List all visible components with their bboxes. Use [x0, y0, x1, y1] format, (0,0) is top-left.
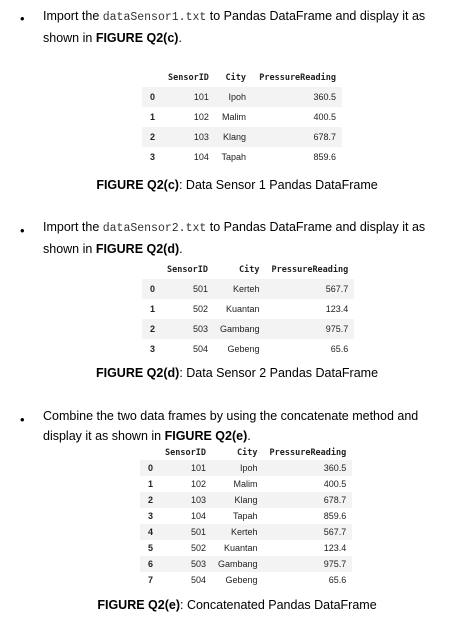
row-index: 1 — [150, 112, 156, 122]
table-header-row — [140, 446, 352, 460]
cell-sensorid: 102 — [190, 479, 206, 489]
filename: dataSensor1.txt — [102, 11, 207, 24]
column-header: PressureReading — [271, 264, 349, 275]
figure-caption — [0, 366, 474, 380]
table-row — [142, 319, 354, 339]
bullet: • — [20, 11, 25, 26]
bullet: • — [20, 223, 25, 238]
table-row — [142, 127, 342, 147]
figure-reference: FIGURE Q2(c) — [95, 31, 179, 45]
column-header: SensorID — [165, 448, 206, 458]
filename: dataSensor2.txt — [102, 222, 207, 235]
figure-reference: FIGURE Q2(d) — [95, 242, 180, 256]
column-header: SensorID — [167, 72, 209, 83]
cell-pressurereading: 123.4 — [325, 304, 349, 314]
caption-text: : Concatenated Pandas DataFrame — [180, 598, 377, 612]
table-row — [140, 572, 352, 588]
table-row — [142, 147, 342, 167]
column-header: City — [225, 72, 246, 83]
instruction-paragraph — [43, 406, 453, 446]
cell-pressurereading: 65.6 — [328, 575, 347, 585]
column-header: City — [239, 264, 260, 275]
row-index: 1 — [150, 304, 156, 314]
figure-reference: FIGURE Q2(e) — [164, 429, 248, 443]
cell-pressurereading: 567.7 — [323, 527, 347, 537]
index-header — [142, 260, 161, 279]
index-header — [142, 68, 161, 87]
table-row — [140, 492, 352, 508]
instruction-text: Combine the two data frames by using the concatenate method and display it as shown in — [43, 409, 419, 443]
dataframe-table — [142, 260, 354, 359]
cell-pressurereading: 65.6 — [330, 344, 349, 354]
figure-caption — [0, 598, 474, 612]
cell-city: Ipoh — [239, 463, 258, 473]
instruction-text: . — [247, 429, 251, 443]
bullet: • — [20, 412, 25, 427]
cell-sensorid: 104 — [193, 152, 209, 162]
cell-city: Gambang — [219, 324, 260, 334]
cell-sensorid: 502 — [190, 543, 206, 553]
cell-city: Kerteh — [232, 284, 260, 294]
cell-pressurereading: 859.6 — [313, 152, 336, 162]
cell-pressurereading: 678.7 — [313, 132, 336, 142]
table-row — [142, 299, 354, 319]
caption-text: : Data Sensor 1 Pandas DataFrame — [178, 178, 378, 192]
row-index: 3 — [148, 511, 154, 521]
cell-pressurereading: 123.4 — [323, 543, 347, 553]
row-index: 2 — [150, 324, 156, 334]
instruction-text: to Pandas DataFrame and display it as shown in — [43, 220, 426, 256]
cell-sensorid: 103 — [193, 132, 209, 142]
instruction-text: to Pandas DataFrame and display it as shown in — [43, 9, 426, 45]
cell-pressurereading: 975.7 — [323, 559, 347, 569]
cell-pressurereading: 975.7 — [325, 324, 349, 334]
cell-sensorid: 504 — [192, 344, 208, 354]
instruction-text: . — [178, 31, 182, 45]
cell-sensorid: 503 — [190, 559, 206, 569]
row-index: 7 — [148, 575, 154, 585]
cell-city: Gebeng — [227, 344, 260, 354]
row-index: 4 — [148, 527, 154, 537]
row-index: 3 — [150, 152, 156, 162]
cell-city: Malim — [221, 112, 246, 122]
table-row — [142, 279, 354, 299]
cell-pressurereading: 400.5 — [323, 479, 347, 489]
table-row — [140, 508, 352, 524]
table-row — [142, 107, 342, 127]
cell-city: Malim — [233, 479, 258, 489]
dataframe-table — [142, 68, 342, 167]
cell-city: Ipoh — [228, 92, 246, 102]
caption-label: FIGURE Q2(c) — [96, 178, 179, 192]
table-header-row — [142, 260, 354, 279]
caption-label: FIGURE Q2(d) — [95, 366, 180, 380]
cell-city: Kerteh — [230, 527, 258, 537]
cell-city: Tapah — [232, 511, 258, 521]
cell-sensorid: 101 — [193, 92, 209, 102]
instruction-text: Import the — [43, 220, 103, 234]
cell-sensorid: 101 — [190, 463, 206, 473]
cell-city: Gebeng — [225, 575, 258, 585]
cell-sensorid: 501 — [192, 284, 208, 294]
table-row — [140, 460, 352, 476]
table-row — [140, 524, 352, 540]
cell-sensorid: 104 — [190, 511, 206, 521]
cell-sensorid: 501 — [190, 527, 206, 537]
column-header: PressureReading — [259, 72, 336, 83]
cell-sensorid: 502 — [192, 304, 208, 314]
caption-text: : Data Sensor 2 Pandas DataFrame — [179, 366, 379, 380]
row-index: 3 — [150, 344, 156, 354]
cell-city: Gambang — [217, 559, 258, 569]
caption-label: FIGURE Q2(e) — [97, 598, 180, 612]
row-index: 0 — [150, 284, 156, 294]
figure-caption — [0, 178, 474, 192]
table-row — [140, 476, 352, 492]
table-row — [140, 556, 352, 572]
cell-city: Tapah — [221, 152, 246, 162]
cell-sensorid: 503 — [192, 324, 208, 334]
table-row — [142, 339, 354, 359]
cell-pressurereading: 360.5 — [323, 463, 347, 473]
row-index: 0 — [148, 463, 154, 473]
column-header: PressureReading — [269, 448, 347, 458]
instruction-paragraph — [43, 217, 453, 259]
row-index: 5 — [148, 543, 154, 553]
column-header: SensorID — [167, 264, 208, 275]
table-row — [140, 540, 352, 556]
cell-pressurereading: 360.5 — [313, 92, 336, 102]
row-index: 6 — [148, 559, 154, 569]
row-index: 2 — [150, 132, 156, 142]
cell-pressurereading: 567.7 — [325, 284, 349, 294]
row-index: 2 — [148, 495, 154, 505]
cell-sensorid: 103 — [190, 495, 206, 505]
table-header-row — [142, 68, 342, 87]
index-header — [140, 446, 159, 460]
cell-city: Klang — [222, 132, 246, 142]
cell-city: Kuantan — [223, 543, 258, 553]
cell-sensorid: 504 — [190, 575, 206, 585]
cell-pressurereading: 400.5 — [313, 112, 336, 122]
dataframe-table — [140, 446, 352, 588]
cell-city: Kuantan — [225, 304, 260, 314]
instruction-text: Import the — [43, 9, 103, 23]
cell-sensorid: 102 — [193, 112, 209, 122]
cell-pressurereading: 678.7 — [323, 495, 347, 505]
column-header: City — [237, 448, 258, 458]
row-index: 0 — [150, 92, 156, 102]
cell-city: Klang — [234, 495, 258, 505]
row-index: 1 — [148, 479, 154, 489]
table-row — [142, 87, 342, 107]
instruction-text: . — [179, 242, 183, 256]
cell-pressurereading: 859.6 — [323, 511, 347, 521]
instruction-paragraph — [43, 6, 453, 48]
